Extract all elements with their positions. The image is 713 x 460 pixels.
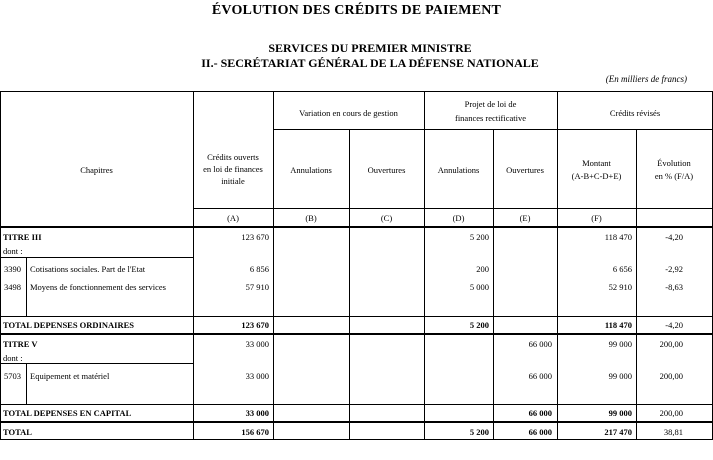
row-total-a: 156 670	[241, 427, 269, 437]
row-total-ordinaires-label: TOTAL DEPENSES ORDINAIRES	[3, 320, 135, 330]
row-total-capital-a: 33 000	[245, 408, 269, 418]
row-3390-a: 6 856	[249, 264, 269, 274]
row-3498-pct: -8,63	[665, 282, 683, 292]
grid-line	[493, 129, 494, 440]
row-3498-label: Moyens de fonctionnement des services	[30, 282, 166, 292]
row-3498-f: 52 910	[608, 282, 632, 292]
header-credits-ouverts-line1: Crédits ouverts	[207, 152, 259, 162]
grid-line	[26, 257, 27, 316]
row-5703-f: 99 000	[608, 371, 632, 381]
row-titre5-f: 99 000	[608, 339, 632, 349]
row-titre5-a: 33 000	[245, 339, 269, 349]
row-total-d: 5 200	[469, 427, 489, 437]
row-3498-d: 5 000	[469, 282, 489, 292]
column-letter-d: (D)	[452, 213, 465, 223]
row-3498-a: 57 910	[245, 282, 269, 292]
header-ouvertures-gestion: Ouvertures	[367, 165, 406, 175]
header-evolution-line2: en % (F/A)	[654, 171, 694, 181]
row-total-capital-label: TOTAL DEPENSES EN CAPITAL	[3, 408, 132, 418]
row-total-ordinaires-f: 118 470	[604, 320, 632, 330]
column-letter-b: (B)	[305, 213, 317, 223]
row-total-capital-pct: 200,00	[659, 408, 683, 418]
row-titre3-d: 5 200	[469, 232, 489, 242]
column-letter-a: (A)	[227, 213, 239, 223]
grid-line	[193, 208, 713, 209]
row-titre5-label: TITRE V	[3, 339, 38, 349]
row-3390-label: Cotisations sociales. Part de l'Etat	[30, 264, 146, 274]
header-ouvertures-plfr: Ouvertures	[506, 165, 544, 175]
grid-line	[0, 91, 1, 440]
row-total-ordinaires-pct: -4,20	[665, 320, 683, 330]
grid-line	[273, 91, 274, 440]
header-annulations-plfr: Annulations	[437, 165, 480, 175]
row-5703-pct: 200,00	[659, 371, 683, 381]
row-dont-label: dont :	[3, 353, 23, 363]
grid-line	[0, 404, 713, 405]
row-titre3-label: TITRE III	[3, 232, 42, 242]
header-annulations-gestion: Annulations	[290, 165, 332, 175]
row-total-label: TOTAL	[3, 427, 32, 437]
grid-line	[0, 333, 713, 335]
column-letter-c: (C)	[380, 213, 393, 223]
header-projet-line1: Projet de loi de	[464, 99, 517, 109]
row-3390-f: 6 656	[612, 264, 632, 274]
row-total-pct: 38,81	[663, 427, 683, 437]
department-subtitle: II.- SECRÉTARIAT GÉNÉRAL DE LA DÉFENSE NATIONALE	[201, 56, 539, 70]
grid-line	[349, 129, 350, 440]
header-montant-line1: Montant	[582, 158, 611, 168]
row-5703-label: Equipement et matériel	[30, 371, 110, 381]
header-variation: Variation en cours de gestion	[299, 108, 398, 118]
grid-line	[26, 363, 27, 404]
header-projet-line2: finances rectificative	[454, 113, 527, 123]
ministry-subtitle: SERVICES DU PREMIER MINISTRE	[268, 41, 472, 55]
grid-line	[0, 91, 713, 92]
row-titre3-pct: -4,20	[665, 232, 683, 242]
row-total-ordinaires-a: 123 670	[241, 320, 269, 330]
row-total-capital-f: 99 000	[608, 408, 632, 418]
units-note: (En milliers de francs)	[605, 74, 687, 84]
header-credits-revises: Crédits révisés	[609, 108, 661, 118]
row-3498-code: 3498	[4, 282, 21, 292]
row-titre5-e: 66 000	[528, 339, 552, 349]
row-total-capital-e: 66 000	[528, 408, 552, 418]
grid-line	[0, 439, 713, 440]
row-titre3-a: 123 670	[241, 232, 269, 242]
grid-line	[0, 226, 713, 228]
column-letter-f: (F)	[591, 213, 602, 223]
row-titre3-f: 118 470	[604, 232, 632, 242]
column-letter-e: (E)	[519, 213, 531, 223]
row-titre5-pct: 200,00	[659, 339, 683, 349]
row-5703-code: 5703	[4, 371, 21, 381]
page-title: ÉVOLUTION DES CRÉDITS DE PAIEMENT	[211, 3, 502, 18]
header-evolution-line1: Évolution	[657, 158, 691, 168]
row-dont-label: dont :	[3, 246, 23, 256]
row-3390-d: 200	[476, 264, 489, 274]
header-credits-ouverts-line3: initiale	[221, 176, 245, 186]
header-chapitres: Chapitres	[80, 165, 113, 175]
row-5703-a: 33 000	[245, 371, 269, 381]
row-total-ordinaires-d: 5 200	[469, 320, 489, 330]
row-total-e: 66 000	[528, 427, 552, 437]
row-3390-code: 3390	[4, 264, 21, 274]
row-total-f: 217 470	[604, 427, 632, 437]
grid-line	[0, 421, 713, 423]
grid-line	[0, 257, 193, 258]
row-5703-e: 66 000	[528, 371, 552, 381]
grid-line	[0, 363, 193, 364]
row-3390-pct: -2,92	[665, 264, 683, 274]
grid-line	[0, 316, 713, 317]
header-credits-ouverts-line2: en loi de finances	[203, 164, 263, 174]
header-montant-line2: (A-B+C-D+E)	[571, 171, 622, 181]
